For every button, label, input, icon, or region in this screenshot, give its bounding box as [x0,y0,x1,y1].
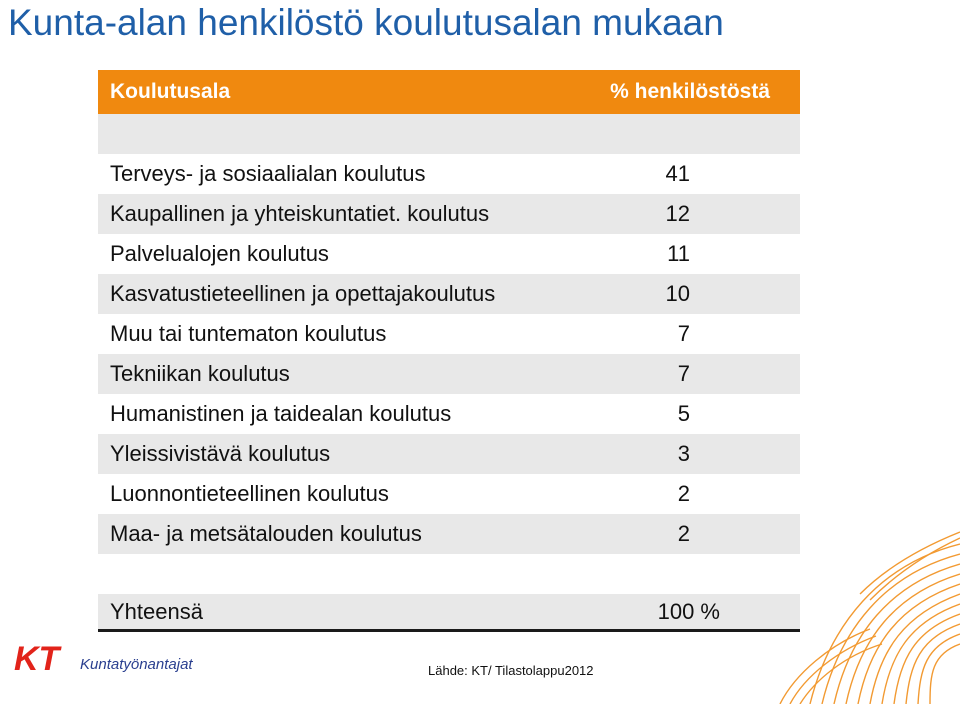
row-value: 2 [677,521,690,546]
row-value: 12 [665,201,690,226]
table-row [98,394,800,434]
empty-row [98,114,800,154]
header-percent: % henkilöstöstä [610,80,770,103]
table-row [98,274,800,314]
row-label: Kaupallinen ja yhteiskuntatiet. koulutus [110,201,490,226]
row-label: Palvelualojen koulutus [110,241,329,266]
row-label: Yleissivistävä koulutus [110,441,331,466]
row-label: Muu tai tuntematon koulutus [110,321,387,346]
table-row [98,194,800,234]
row-value: 41 [665,161,690,186]
table-row [98,354,800,394]
row-label: Terveys- ja sosiaalialan koulutus [110,161,426,186]
logo-name: Kuntatyönantajat [80,656,193,673]
logo-mark: KT [14,640,60,676]
row-label: Humanistinen ja taidealan koulutus [110,401,452,426]
table-row [98,234,800,274]
table-row [98,434,800,474]
page-title: Kunta-alan henkilöstö koulutusalan mukaan [8,2,724,43]
row-value: 5 [677,401,690,426]
row-value: 2 [677,481,690,506]
row-value: 7 [677,361,690,386]
table-row [98,474,800,514]
row-label: Maa- ja metsätalouden koulutus [110,521,422,546]
table-row [98,154,800,194]
table-row [98,314,800,354]
total-value: 100 % [657,598,720,624]
row-value: 11 [667,241,690,266]
row-value: 3 [677,441,690,466]
row-value: 7 [677,321,690,346]
total-label: Yhteensä [110,598,203,624]
row-value: 10 [665,281,690,306]
row-label: Tekniikan koulutus [110,361,290,386]
row-label: Kasvatustieteellinen ja opettajakoulutus [110,281,496,306]
source-note: Lähde: KT/ Tilastolappu2012 [428,663,594,678]
table-header [98,70,800,114]
orange-swirl-decoration [630,524,960,704]
row-label: Luonnontieteellinen koulutus [110,481,389,506]
kuntatyonantajat-logo [14,640,224,676]
header-field: Koulutusala [110,80,231,103]
